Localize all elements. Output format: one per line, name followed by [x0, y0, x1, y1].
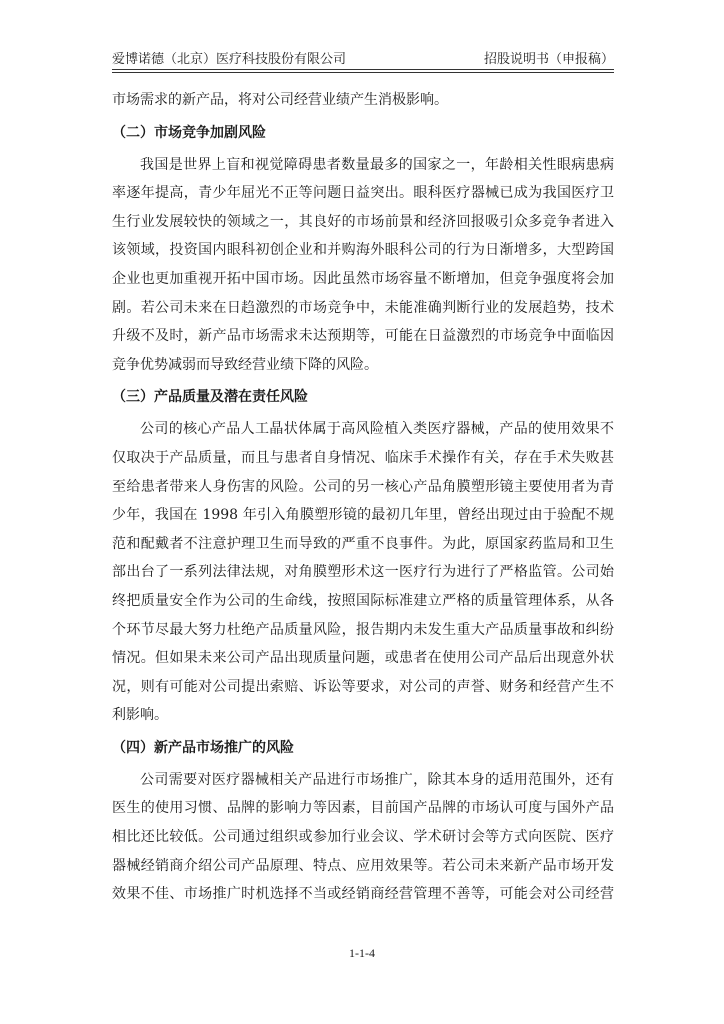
- paragraph-line: 部出台了一系列法律法规，对角膜塑形术这一医疗行为进行了严格监管。公司始: [112, 564, 614, 581]
- paragraph-line: 市场需求的新产品，将对公司经营业绩产生消极影响。: [112, 92, 448, 108]
- paragraph-line: 至给患者带来人身伤害的风险。公司的另一核心产品角膜塑形镜主要使用者为青: [112, 478, 614, 495]
- header-rule-thick: [112, 69, 614, 70]
- paragraph-line: 利影响。: [112, 707, 168, 724]
- paragraph-line: 况，则有可能对公司提出索赔、诉讼等要求，对公司的声誉、财务和经营产生不: [112, 678, 614, 695]
- paragraph-line: 竞争优势减弱而导致经营业绩下降的风险。: [112, 356, 378, 373]
- paragraph-line: 个环节尽最大努力杜绝产品质量风险，报告期内未发生重大产品质量事故和纠纷: [112, 621, 614, 638]
- section-heading-quality-liability: （三）产品质量及潜在责任风险: [112, 389, 308, 406]
- paragraph-line: 少年，我国在 1998 年引入角膜塑形镜的最初几年里，曾经出现过由于验配不规: [112, 507, 614, 524]
- paragraph-line: 升级不及时，新产品市场需求未达预期等，可能在日益激烈的市场竞争中面临因: [112, 328, 614, 345]
- paragraph-line: 范和配戴者不注意护理卫生而导致的严重不良事件。为此，原国家药监局和卫生: [112, 535, 614, 552]
- paragraph-line: 仅取决于产品质量，而且与患者自身情况、临床手术操作有关，存在手术失败甚: [112, 449, 614, 466]
- paragraph-line: 该领域，投资国内眼科初创企业和并购海外眼科公司的行为日渐增多，大型跨国: [112, 242, 614, 259]
- paragraph-line: 我国是世界上盲和视觉障碍患者数量最多的国家之一，年龄相关性眼病患病: [140, 156, 614, 173]
- paragraph-line: 终把质量安全作为公司的生命线，按照国际标准建立严格的质量管理体系，从各: [112, 592, 614, 609]
- paragraph-line: 情况。但如果未来公司产品出现质量问题，或患者在使用公司产品后出现意外状: [112, 650, 614, 667]
- paragraph-line: 相比还比较低。公司通过组织或参加行业会议、学术研讨会等方式向医院、医疗: [112, 829, 614, 846]
- paragraph-line: 剧。若公司未来在日趋激烈的市场竞争中，未能准确判断行业的发展趋势，技术: [112, 299, 614, 316]
- section-heading-market-promotion: （四）新产品市场推广的风险: [112, 739, 294, 756]
- page-body: [112, 86, 614, 909]
- page-number: 1-1-4: [349, 946, 375, 960]
- paragraph-line: 公司的核心产品人工晶状体属于高风险植入类医疗器械，产品的使用效果不: [140, 421, 614, 438]
- header-company-name: 爱博诺德（北京）医疗科技股份有限公司: [112, 52, 347, 67]
- header-document-type: 招股说明书（申报稿）: [483, 52, 614, 67]
- header-rule-thin: [112, 72, 614, 73]
- paragraph-line: 效果不佳、市场推广时机选择不当或经销商经营管理不善等，可能会对公司经营: [112, 886, 614, 903]
- paragraph-line: 率逐年提高，青少年屈光不正等问题日益突出。眼科医疗器械已成为我国医疗卫: [112, 185, 614, 202]
- section-heading-competition: （二）市场竞争加剧风险: [112, 124, 266, 141]
- paragraph-line: 企业也更加重视开拓中国市场。因此虽然市场容量不断增加，但竞争强度将会加: [112, 270, 614, 287]
- paragraph-line: 公司需要对医疗器械相关产品进行市场推广，除其本身的适用范围外，还有: [140, 771, 614, 788]
- paragraph-line: 器械经销商介绍公司产品原理、特点、应用效果等。若公司未来新产品市场开发: [112, 857, 614, 874]
- paragraph-line: 医生的使用习惯、品牌的影响力等因素，目前国产品牌的市场认可度与国外产品: [112, 800, 614, 817]
- paragraph-line: 生行业发展较快的领域之一，其良好的市场前景和经济回报吸引众多竞争者进入: [112, 213, 614, 230]
